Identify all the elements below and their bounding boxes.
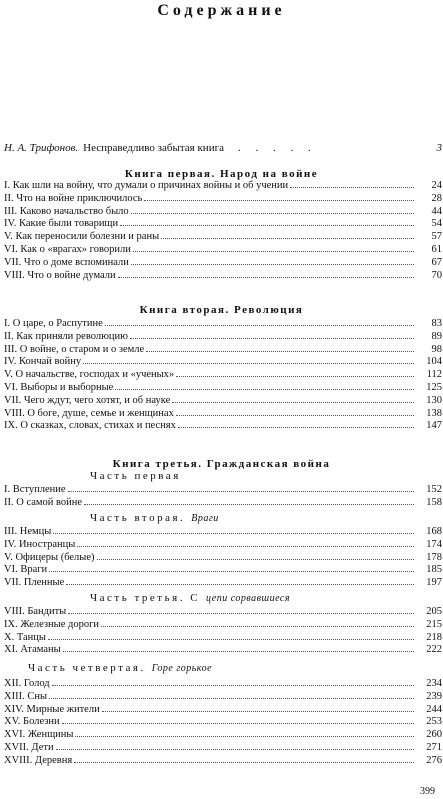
toc-row (4, 193, 442, 206)
toc-entry-title: II. Как приняли революцию (4, 330, 128, 342)
toc-row (4, 704, 442, 717)
toc-entry-title: VII. Что о доме вспоминали (4, 256, 129, 268)
toc-entry-title: XVII. Дети (4, 741, 54, 753)
toc-entry-page: 215 (426, 618, 442, 630)
toc-entry-page: 98 (431, 343, 442, 355)
toc-row (4, 742, 442, 755)
toc-row (4, 382, 442, 395)
toc-row (4, 632, 442, 645)
book-2-heading: Книга вторая. Революция (139, 304, 304, 316)
intro-page: 3 (436, 142, 442, 154)
toc-entry-page: 168 (426, 526, 442, 537)
toc-entry-page: 24 (431, 180, 442, 191)
toc-entry-page: 67 (431, 256, 442, 268)
toc-entry-page: 244 (426, 703, 442, 715)
dot-leader (48, 633, 414, 640)
toc-row (4, 644, 442, 657)
toc-entry-page: 197 (426, 577, 442, 589)
toc-entry-title: IV. Иностранцы (4, 538, 76, 550)
dot-leader (62, 717, 414, 724)
toc-entry-page: 260 (426, 729, 442, 741)
intro-author: Н. А. Трифонов. (4, 142, 79, 154)
toc-row (4, 497, 442, 510)
toc-row (4, 539, 442, 552)
page-number: 399 (420, 786, 435, 797)
part-4-entries (4, 678, 442, 768)
dot-leader (172, 396, 414, 403)
toc-entry-title: III. Каково начальство было (4, 205, 129, 217)
toc-entry-title: III. Немцы (4, 526, 52, 537)
toc-entry-title: XVI. Женщины (4, 729, 74, 741)
part-title: Часть первая (90, 470, 181, 482)
dot-leader (52, 679, 414, 686)
toc-entry-title: VII. Чего ждут, чего хотят, и об науке (4, 394, 171, 406)
toc-entry-title: XIII. Сны (4, 690, 47, 702)
toc-row (4, 552, 442, 565)
dot-leader (83, 357, 414, 364)
toc-row (4, 420, 442, 433)
dot-leader (63, 645, 414, 652)
dot-leader (101, 620, 414, 627)
dot-leader (161, 232, 414, 239)
dot-leader (75, 730, 414, 737)
toc-row (4, 331, 442, 344)
toc-row (4, 484, 442, 497)
toc-entry-title: IX. О сказках, словах, стихах и песнях (4, 420, 176, 432)
toc-row (4, 408, 442, 421)
dot-leader (97, 553, 414, 560)
toc-row (4, 606, 442, 619)
dot-leader (120, 219, 414, 226)
toc-entry-page: 152 (426, 484, 442, 495)
toc-row (4, 395, 442, 408)
toc-entry-title: IV. Кончай войну (4, 356, 82, 368)
page-title: Содержание (157, 2, 286, 19)
toc-entry-page: 83 (431, 318, 442, 329)
toc-entry-page: 54 (431, 218, 442, 230)
book-1-entries (4, 180, 442, 282)
toc-entry-page: 253 (426, 716, 442, 728)
toc-row (4, 206, 442, 219)
part-3-heading (90, 592, 290, 604)
toc-row (4, 318, 442, 331)
dot-leader (56, 743, 414, 750)
dot-leader (131, 207, 414, 214)
intro-entry (4, 142, 442, 154)
toc-entry-title: V. Как переносили болезни и раны (4, 231, 160, 243)
dot-leader (53, 527, 414, 534)
toc-entry-page: 89 (431, 330, 442, 342)
toc-entry-page: 276 (426, 754, 442, 766)
toc-entry-page: 185 (426, 564, 442, 576)
part-subtitle: Враги (191, 513, 219, 524)
dot-leader (130, 332, 414, 339)
book-3-heading: Книга третья. Гражданская война (112, 458, 331, 470)
toc-entry-page: 44 (431, 205, 442, 217)
toc-row (4, 755, 442, 768)
dot-leader (84, 498, 414, 505)
toc-entry-page: 239 (426, 690, 442, 702)
toc-row (4, 716, 442, 729)
dot-leader (176, 370, 414, 377)
dot-leader (68, 607, 414, 614)
toc-row (4, 257, 442, 270)
toc-entry-title: VI. Выборы и выборные (4, 381, 114, 393)
part-1-heading (90, 470, 181, 482)
toc-entry-title: V. О начальстве, господах и «ученых» (4, 369, 175, 381)
toc-entry-page: 130 (426, 394, 442, 406)
toc-entry-title: II. О самой войне (4, 496, 83, 508)
dot-leader (77, 540, 414, 547)
dot-leader (74, 756, 414, 763)
toc-entry-page: 57 (431, 231, 442, 243)
toc-entry-title: V. Офицеры (белые) (4, 551, 95, 563)
toc-row (4, 180, 442, 193)
toc-entry-title: III. О войне, о старом и о земле (4, 343, 145, 355)
toc-entry-title: II. Что на войне приключилось (4, 192, 143, 204)
toc-entry-page: 158 (426, 496, 442, 508)
dot-leader (68, 485, 414, 492)
toc-entry-title: VI. Как о «врагах» говорили (4, 243, 131, 255)
dot-leader (118, 271, 414, 278)
toc-row (4, 619, 442, 632)
toc-entry-title: VIII. О боге, душе, семье и женщинах (4, 407, 174, 419)
toc-entry-title: VI. Враги (4, 564, 48, 576)
toc-row (4, 356, 442, 369)
toc-entry-title: XV. Болезни (4, 716, 60, 728)
toc-entry-page: 147 (426, 420, 442, 432)
toc-entry-title: XII. Голод (4, 678, 50, 689)
part-4-heading (28, 662, 212, 674)
toc-entry-page: 61 (431, 243, 442, 255)
toc-entry-page: 138 (426, 407, 442, 419)
toc-entry-page: 28 (431, 192, 442, 204)
toc-entry-page: 178 (426, 551, 442, 563)
toc-entry-title: I. Вступление (4, 484, 66, 495)
dot-leader (144, 194, 414, 201)
toc-row (4, 344, 442, 357)
toc-entry-title: VII. Пленные (4, 577, 65, 589)
intro-dots: . . . . . (237, 142, 317, 154)
toc-entry-title: X. Танцы (4, 631, 46, 643)
toc-entry-page: 112 (426, 369, 442, 381)
toc-entry-page: 70 (431, 269, 442, 281)
toc-entry-page: 104 (426, 356, 442, 368)
toc-row (4, 369, 442, 382)
part-2-heading (90, 512, 219, 524)
dot-leader (105, 319, 414, 326)
toc-row (4, 729, 442, 742)
toc-row (4, 526, 442, 539)
book-1-heading: Книга первая. Народ на войне (124, 168, 319, 180)
toc-entry-page: 125 (426, 381, 442, 393)
dot-leader (49, 565, 414, 572)
dot-leader (102, 705, 414, 712)
book-2-entries (4, 318, 442, 433)
dot-leader (178, 421, 414, 428)
toc-entry-page: 222 (426, 644, 442, 656)
toc-entry-title: XIV. Мирные жители (4, 703, 100, 715)
dot-leader (290, 181, 414, 188)
part-title: Часть третья. С (90, 592, 201, 604)
part-2-entries (4, 526, 442, 590)
dot-leader (49, 692, 414, 699)
toc-entry-title: I. Как шли на войну, что думали о причинах войны и об учении (4, 180, 289, 191)
part-title: Часть четвертая. (28, 662, 146, 674)
intro-title: Несправедливо забытая книга (83, 142, 224, 154)
toc-row (4, 218, 442, 231)
toc-row (4, 564, 442, 577)
toc-entry-page: 271 (426, 741, 442, 753)
dot-leader (115, 383, 414, 390)
toc-entry-title: VIII. Что о войне думали (4, 269, 116, 281)
toc-entry-page: 218 (426, 631, 442, 643)
part-3-entries (4, 606, 442, 657)
toc-entry-page: 234 (426, 678, 442, 689)
dot-leader (133, 245, 414, 252)
toc-entry-title: XI. Атаманы (4, 644, 61, 656)
dot-leader (131, 258, 414, 265)
toc-row (4, 244, 442, 257)
toc-entry-title: IV. Какие были товарищи (4, 218, 119, 230)
part-1-entries (4, 484, 442, 510)
toc-row (4, 678, 442, 691)
toc-entry-title: I. О царе, о Распутине (4, 318, 103, 329)
toc-row (4, 270, 442, 283)
part-subtitle: цепи сорвавшиеся (206, 593, 290, 604)
toc-entry-page: 174 (426, 538, 442, 550)
dot-leader (146, 345, 414, 352)
toc-row (4, 691, 442, 704)
toc-entry-title: VIII. Бандиты (4, 606, 67, 617)
toc-entry-title: IX. Железные дороги (4, 618, 100, 630)
toc-entry-title: XVIII. Деревня (4, 754, 73, 766)
dot-leader (176, 409, 414, 416)
part-subtitle: Горе горькое (151, 663, 213, 674)
toc-entry-page: 205 (426, 606, 442, 617)
toc-row (4, 231, 442, 244)
part-title: Часть вторая. (90, 512, 186, 524)
dot-leader (66, 578, 414, 585)
toc-row (4, 577, 442, 590)
